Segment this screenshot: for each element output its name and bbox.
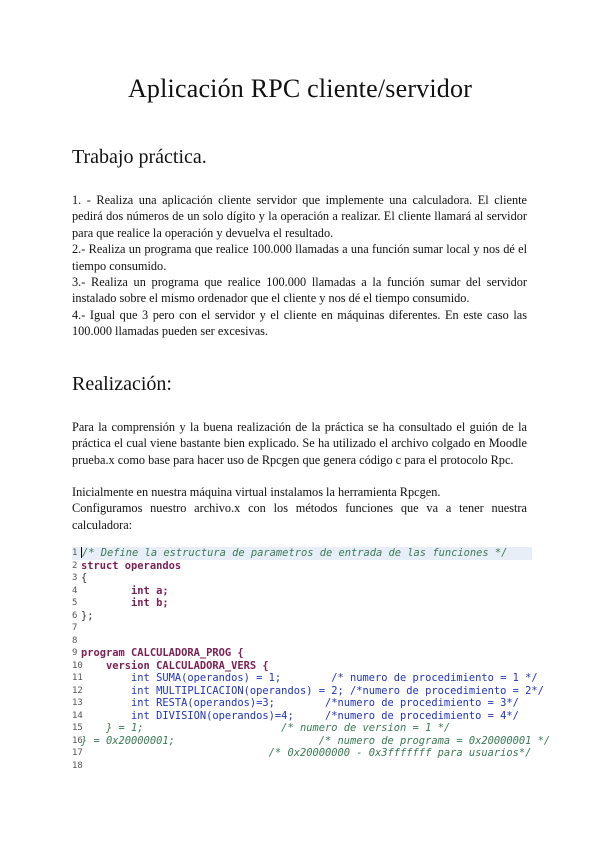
line-number: 12	[72, 685, 83, 696]
line-number: 9	[72, 648, 78, 658]
code-text: } = 1; /* numero de version = 1 */	[81, 722, 451, 734]
document-title: Aplicación RPC cliente/servidor	[127, 74, 473, 103]
code-line	[72, 585, 532, 598]
section-heading-realizacion: Realización:	[72, 373, 172, 395]
line-number: 4	[72, 585, 78, 596]
code-text	[81, 760, 532, 773]
line-number: 1	[72, 548, 78, 558]
code-text: struct operandos	[81, 559, 182, 572]
code-text: int a;	[81, 584, 169, 597]
code-text: };	[81, 609, 94, 622]
code-line	[72, 672, 538, 685]
line-number: 2	[72, 560, 78, 571]
config-line: Configuramos nuestro archivo.x con los métodos funciones que va a tener nuestra calculadora:	[72, 501, 527, 532]
line-number: 6	[72, 610, 78, 621]
code-text: } = 0x20000001; /* numero de programa = 0x20000001 */	[81, 734, 551, 747]
line-number: 8	[72, 635, 78, 646]
code-text: {	[81, 572, 88, 584]
section-heading-trabajo: Trabajo práctica.	[72, 146, 207, 168]
line-number: 18	[72, 760, 83, 771]
code-line	[72, 697, 532, 710]
line-number: 5	[72, 598, 78, 608]
code-text: int b;	[81, 597, 169, 609]
line-number: 14	[72, 710, 83, 721]
code-line	[72, 647, 532, 660]
code-line	[72, 710, 532, 723]
code-line	[72, 560, 532, 573]
code-text: int DIVISION(operandos)=4; /*numero de procedimiento = 4*/	[81, 709, 519, 722]
code-line	[72, 547, 532, 560]
configuracion-paragraph	[72, 484, 527, 533]
code-line	[72, 597, 532, 610]
code-text: int MULTIPLICACION(operandos) = 2; /*numero de procedimiento = 2*/	[81, 684, 544, 697]
code-text: int SUMA(operandos) = 1; /* numero de procedimiento = 1 */	[81, 672, 538, 684]
code-line	[72, 635, 532, 648]
line-number: 13	[72, 698, 83, 708]
line-number: 7	[72, 623, 78, 633]
code-text: program CALCULADORA_PROG {	[81, 647, 244, 659]
task-list	[72, 192, 527, 340]
code-text: int RESTA(operandos)=3; /*numero de procedimiento = 3*/	[81, 697, 519, 709]
code-line	[72, 572, 532, 585]
task-item-3: 3.- Realiza un programa que realice 100.000 llamadas a la función sumar del servidor instalado sobre el mismo ordenador que el cliente y nos dé el tiempo consumido.	[72, 275, 527, 306]
install-line: Inicialmente en nuestra máquina virtual instalamos la herramienta Rpcgen.	[72, 485, 441, 499]
realizacion-paragraph: Para la comprensión y la buena realización de la práctica se ha consultado el guión de la práctica el cual viene bastante bien explicado. Se ha utilizado el archivo colgado en Moodle prueba.x como base para hacer uso de Rpcgen que genera código c para el protocolo Rpc.	[72, 420, 527, 467]
code-line	[72, 760, 532, 773]
line-number: 16	[72, 735, 83, 746]
line-number: 3	[72, 573, 78, 583]
code-screenshot	[72, 547, 551, 772]
code-line	[72, 684, 544, 698]
code-line	[72, 610, 532, 623]
code-line	[72, 734, 551, 748]
line-number: 17	[72, 748, 83, 758]
line-number: 15	[72, 723, 83, 733]
code-text	[81, 622, 532, 635]
code-text: /* Define la estructura de parametros de entrada de las funciones */	[82, 547, 508, 559]
task-item-1: 1. - Realiza una aplicación cliente servidor que implemente una calculadora. El cliente pedirá dos números de un solo dígito y la operación a realizar. El cliente llamará al servidor para que realice la operación y devuelva el resultado.	[72, 193, 527, 240]
line-number: 11	[72, 673, 83, 683]
line-number: 10	[72, 660, 83, 671]
task-item-4: 4.- Igual que 3 pero con el servidor y el cliente en máquinas diferentes. En este caso las 100.000 llamadas pueden ser excesivas.	[72, 307, 527, 339]
code-text	[81, 635, 532, 648]
code-line	[72, 622, 532, 635]
code-line	[72, 747, 532, 760]
code-text: /* 0x20000000 - 0x3fffffff para usuarios*/	[81, 747, 532, 759]
code-text: version CALCULADORA_VERS {	[81, 659, 269, 672]
task-item-2: 2.- Realiza un programa que realice 100.000 llamadas a una función sumar local y nos dé el tiempo consumido.	[72, 242, 527, 273]
code-line	[72, 722, 532, 735]
code-line	[72, 660, 532, 673]
